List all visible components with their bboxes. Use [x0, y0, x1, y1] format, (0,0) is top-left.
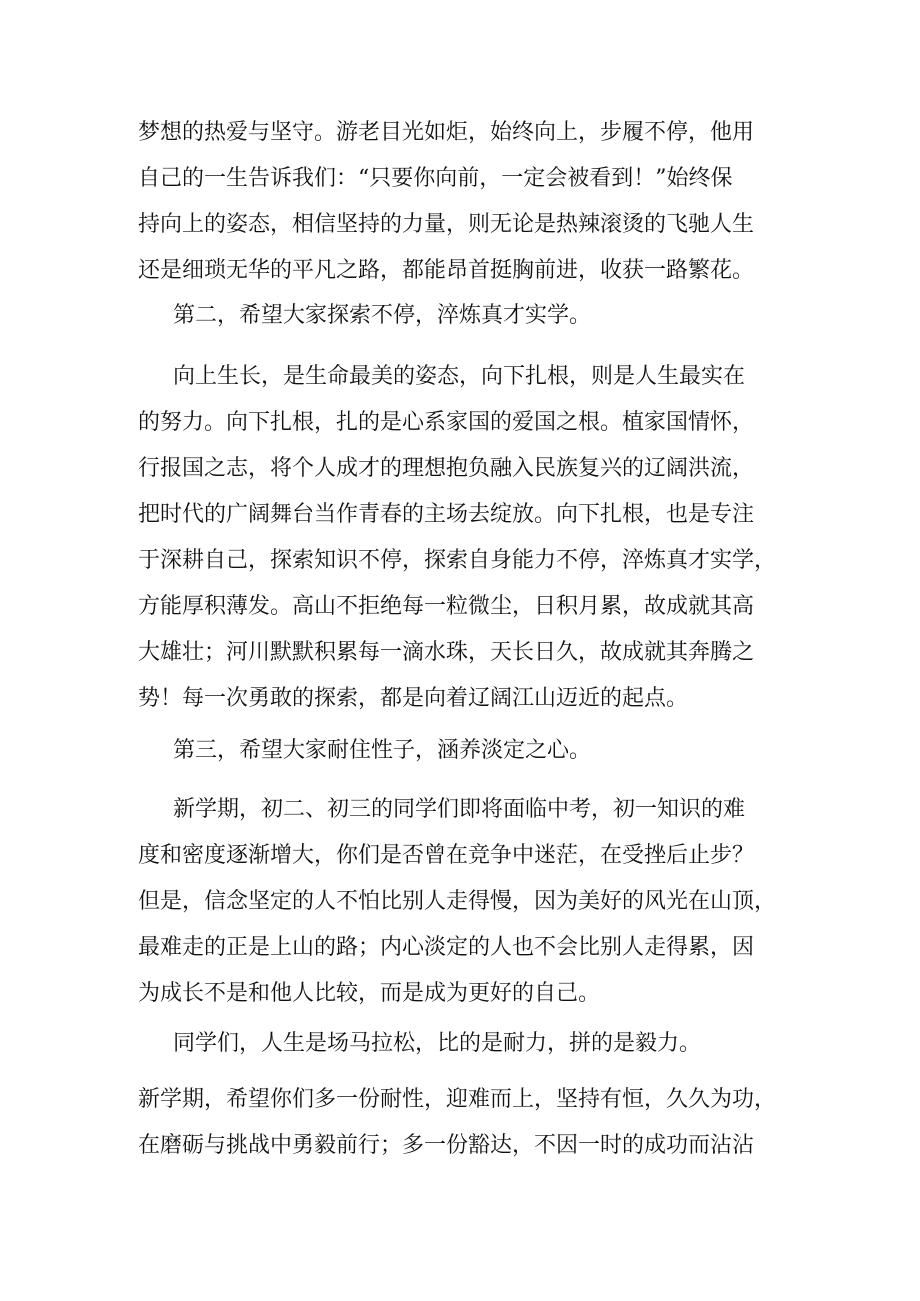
text-line: 最难走的正是上山的路；内心淡定的人也不会比别人走得累，因 — [138, 935, 755, 960]
text-line: 向上生长，是生命最美的姿态，向下扎根，则是人生最实在 — [173, 364, 746, 389]
text-line: 新学期，希望你们多一份耐性，迎难而上，坚持有恒，久久为功， — [138, 1087, 777, 1112]
text-line: 行报国之志，将个人成才的理想抱负融入民族复兴的辽阔洪流， — [138, 456, 755, 481]
text-line: 梦想的热爱与坚守。游老目光如炬，始终向上，步履不停，他用 — [138, 120, 755, 145]
text-line: 为成长不是和他人比较，而是成为更好的自己。 — [138, 981, 601, 1006]
text-line: 新学期，初二、初三的同学们即将面临中考，初一知识的难 — [173, 797, 746, 822]
text-line: 方能厚积薄发。高山不拒绝每一粒微尘，日积月累，故成就其高 — [138, 594, 755, 619]
text-line: 度和密度逐渐增大，你们是否曾在竞争中迷茫，在受挫后止步？ — [138, 843, 755, 868]
text-line: 大雄壮；河川默默积累每一滴水珠，天长日久，故成就其奔腾之 — [138, 640, 755, 665]
text-line: 的努力。向下扎根，扎的是心系家国的爱国之根。植家国情怀， — [138, 410, 755, 435]
text-line: 把时代的广阔舞台当作青春的主场去绽放。向下扎根，也是专注 — [138, 502, 755, 527]
text-line: 于深耕自己，探索知识不停，探索自身能力不停，淬炼真才实学， — [138, 548, 777, 573]
text-line: 但是，信念坚定的人不怕比别人走得慢，因为美好的风光在山顶， — [138, 889, 777, 914]
section-heading: 第三，希望大家耐住性子，涵养淡定之心。 — [173, 738, 592, 763]
text-line: 持向上的姿态，相信坚持的力量，则无论是热辣滚烫的飞驰人生 — [138, 212, 755, 237]
text-line: 在磨砺与挑战中勇毅前行；多一份豁达，不因一时的成功而沾沾 — [138, 1133, 755, 1158]
text-line: 还是细琐无华的平凡之路，都能昂首挺胸前进，收获一路繁花。 — [138, 258, 755, 283]
text-line: 势！每一次勇敢的探索，都是向着辽阔江山迈近的起点。 — [138, 686, 689, 711]
text-line: 自己的一生告诉我们：“只要你向前，一定会被看到！”始终保 — [138, 166, 733, 191]
text-line: 同学们，人生是场马拉松，比的是耐力，拼的是毅力。 — [173, 1031, 702, 1056]
section-heading: 第二，希望大家探索不停，淬炼真才实学。 — [173, 303, 592, 328]
